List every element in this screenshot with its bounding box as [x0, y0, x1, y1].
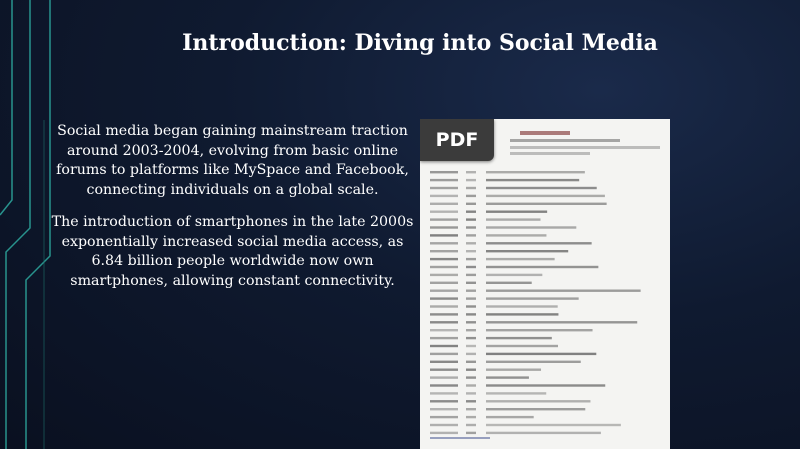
document-heading-blur	[510, 129, 660, 159]
body-paragraph: The introduction of smartphones in the late 2000s exponentially increased social media access, as 6.84 billion people worldwide now own smartphones, allowing constant connectivity.	[51, 214, 414, 289]
document-text-blur	[426, 167, 664, 443]
body-paragraph: Social media began gaining mainstream traction around 2003-2004, evolving from basic online forums to platforms like MySpace and Facebook, connecting individuals on a global scale.	[56, 123, 409, 198]
document-image	[420, 119, 670, 449]
slide-title: Introduction: Diving into Social Media	[182, 30, 658, 56]
slide-body	[50, 122, 415, 304]
pdf-badge: PDF	[420, 119, 494, 161]
